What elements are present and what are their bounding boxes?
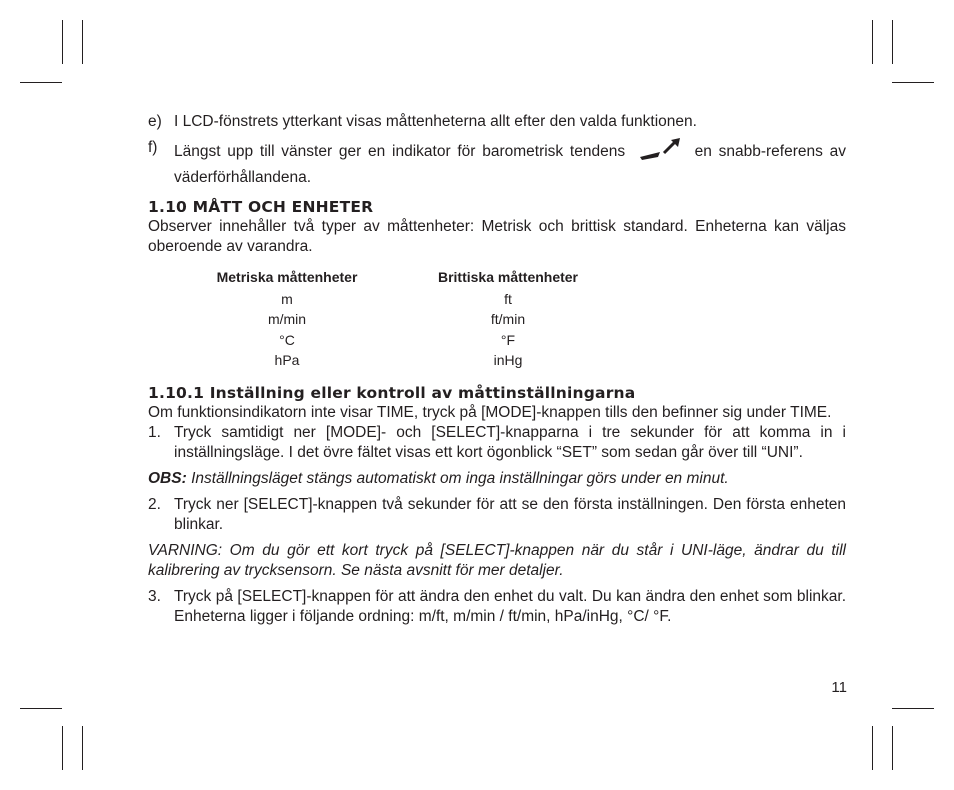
page-content [148,112,846,627]
table-row: m ft [281,290,512,307]
list-text: Tryck ner [SELECT]-knappen två sekunder för att se den första inställningen. Den första enheten blinkar. [174,495,846,533]
list-marker: f) [148,139,158,156]
crop-mark [82,20,83,64]
crop-mark [892,708,934,709]
table-header-imperial: Brittiska måttenheter [437,269,579,285]
list-text: en snabb-referens av väderförhållandena. [174,143,846,186]
crop-mark [872,726,873,770]
crop-mark [62,726,63,770]
warning-note: VARNING: Om du gör ett kort tryck på [SELECT]-knappen när du står i UNI-läge, ändrar du till kalibrering av trycksensorn. Se nästa avsnitt för mer detaljer. [148,541,846,579]
list-item-step-3 [148,587,846,627]
list-marker: 1. [148,423,161,441]
section-heading: 1.10 MÅTT OCH ENHETER [148,198,374,216]
table-row: hPa inHg [274,352,523,368]
crop-mark [62,20,63,64]
crop-mark [82,726,83,770]
list-marker: e) [148,113,162,130]
list-text: Tryck samtidigt ner [MODE]- och [SELECT]-knapparna i tre sekunder för att komma in i inställningsläge. I det övre fältet visas ett kort ögonblick “SET” som sedan går över till “UNI”. [174,423,846,461]
section-intro: Observer innehåller två typer av måttenheter: Metrisk och brittisk standard. Enheterna kan väljas oberoende av varandra. [148,218,846,255]
barometric-trend-arrows-icon [638,138,682,168]
crop-mark [20,82,62,83]
obs-text: Inställningsläget stängs automatiskt om inga inställningar görs under en minut. [191,469,729,487]
page-number: 11 [831,679,847,696]
crop-mark [892,20,893,64]
list-item-e [148,112,846,132]
crop-mark [892,726,893,770]
section-intro: Om funktionsindikatorn inte visar TIME, tryck på [MODE]-knappen tills den befinner sig under TIME. [148,403,832,421]
units-table [148,267,846,371]
section-heading: 1.10.1 Inställning eller kontroll av måttinställningarna [148,383,636,402]
list-text: Tryck på [SELECT]-knappen för att ändra den enhet du valt. Du kan ändra den enhet som blinkar. Enheterna ligger i följande ordning: m/ft, m/min / ft/min, hPa/inHg, °C/ °F. [174,587,846,625]
list-marker: 3. [148,587,161,605]
list-text: Längst upp till vänster ger en indikator för barometrisk tendens [174,143,626,160]
crop-mark [872,20,873,64]
crop-mark [20,708,62,709]
list-item-f [148,138,846,188]
obs-label: OBS: [148,469,187,487]
list-item-step-1 [148,423,846,463]
list-item-step-2 [148,495,846,535]
table-row: °C °F [279,331,516,348]
obs-note [148,469,846,489]
list-text: I LCD-fönstrets ytterkant visas måttenheterna allt efter den valda funktionen. [174,113,697,130]
table-row: m/min ft/min [267,311,526,327]
table-header-metric: Metriska måttenheter [216,269,358,285]
crop-mark [892,82,934,83]
list-marker: 2. [148,495,161,513]
